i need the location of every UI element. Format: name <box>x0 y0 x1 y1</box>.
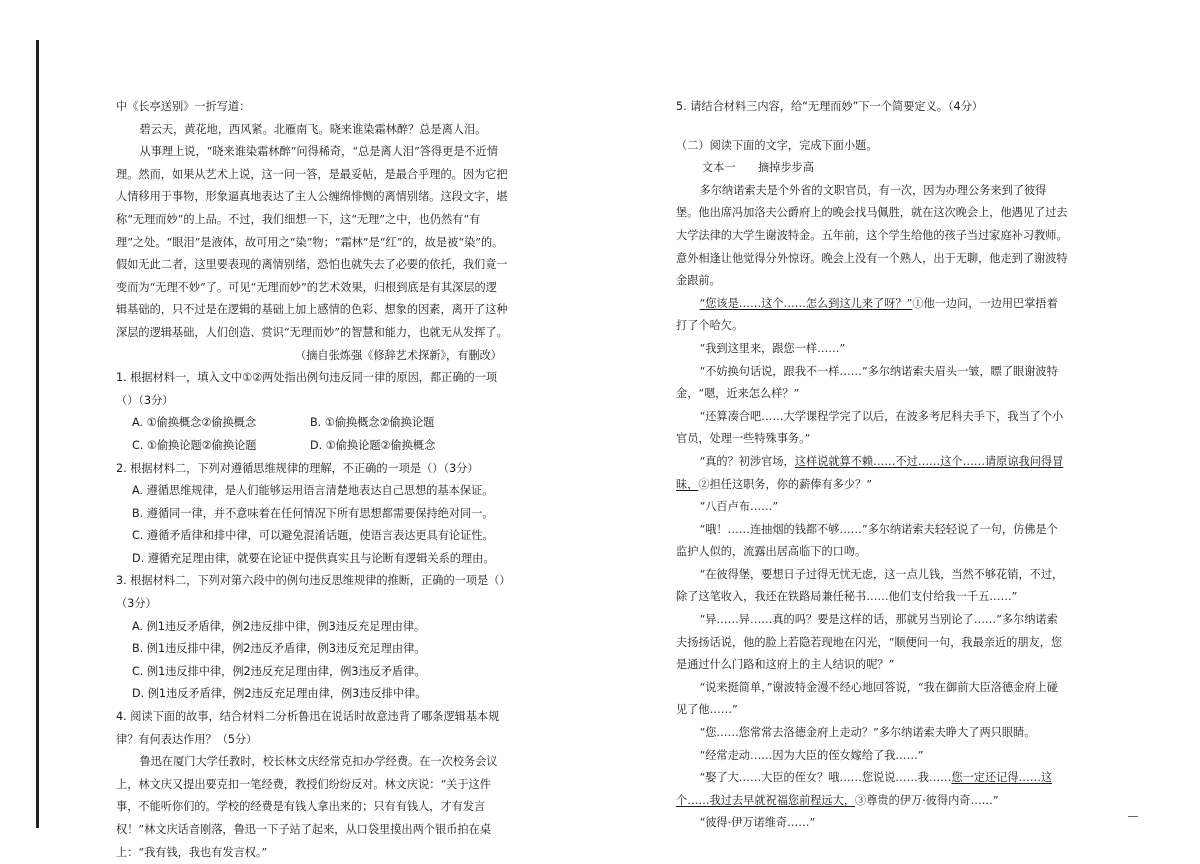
question-1-option-d[interactable]: D. ①偷换论题②偷换概念 <box>310 438 436 452</box>
dialogue-line: “还算凑合吧……大学课程学完了以后，在波多考尼科夫手下，我当了个小官员，处理一些特殊事务。” <box>676 409 1064 446</box>
text-one-title: 文本一 摘掉步步高 <box>702 161 814 175</box>
question-5-stem: 5. 请结合材料三内容，给“无理而妙”下一个简要定义。（4分） <box>676 100 984 113</box>
dialogue-line: “您……您常常去洛德金府上走动？”多尔纳诺索夫睁大了两只眼睛。 <box>699 726 1036 740</box>
question-1-options-row-1 <box>116 412 508 435</box>
dialogue-line: “娶了大……大臣的侄女？哦……您说说……我……您一定还记得……这个……我过去早就祝福您前程远大，③尊贵的伊万·彼得内奇……” <box>676 771 1053 807</box>
source-citation: （摘自张炼强《修辞艺术探新》，有删改） <box>295 348 502 362</box>
poem-line: 碧云天，黄花地，西风紧。北雁南飞。晓来谁染霜林醉？总是离人泪。 <box>139 122 487 136</box>
right-column <box>676 96 1068 835</box>
question-3-option-c[interactable]: C. 例1违反排中律，例2违反充足理由律，例3违反矛盾律。 <box>132 664 426 678</box>
section-heading: （二）阅读下面的文字，完成下面小题。 <box>676 138 878 152</box>
question-2-option-a[interactable]: A. 遵循思维规律，是人们能够运用语言清楚地表达自己思想的基本保证。 <box>132 484 494 498</box>
question-2-option-d[interactable]: D. 遵循充足理由律，就要在论证中提供真实且与论断有逻辑关系的理由。 <box>132 551 495 565</box>
story-paragraph-1: 多尔纳诺索夫是个外省的文职官员，有一次，因为办理公务来到了彼得堡。他出席冯加洛夫公爵府上的晚会找马佩胜，就在这次晚会上，他遇见了过去大学法律的大学生谢波特金。五年前，这个学生给他的孩子当过家庭补习教师。意外相逢让他觉得分外惊讶。晚会上没有一个熟人，出于无聊，他走到了谢波特金跟前。 <box>676 183 1068 288</box>
question-2-stem: 2. 根据材料二，下列对遵循思维规律的理解，不正确的一项是（）（3分） <box>116 461 479 475</box>
dialogue-line: “真的？初涉官场，这样说就算不赖……不过……这个……请原谅我问得冒昧，②担任这职务，你的薪俸有多少？” <box>676 454 1064 491</box>
dialogue-line: “彼得·伊万诺维奇……” <box>699 816 816 830</box>
question-4-stem: 4. 阅读下面的故事，结合材料二分析鲁迅在说话时故意违背了哪条逻辑基本规律？有何表达作用？（5分） <box>116 710 500 746</box>
question-3-option-a[interactable]: A. 例1违反矛盾律，例2违反排中律，例3违反充足理由律。 <box>132 619 426 633</box>
dialogue-line: “我到这里来，跟您一样……” <box>699 341 846 355</box>
question-1-option-a[interactable]: A. ①偷换概念②偷换概念 <box>132 416 257 430</box>
question-4-story: 鲁迅在厦门大学任教时，校长林文庆经常克扣办学经费。在一次校务会议上，林文庆又提出要克扣一笔经费，教授们纷纷反对。林文庆说：“关于这件事，不能听你们的。学校的经费是有钱人拿出来的；只有有钱人，才有发言权！”林文庆话音刚落，鲁迅一下子站了起来，从口袋里摸出两个银币拍在桌上：“我有钱，我也有发言权。” <box>116 755 498 859</box>
question-3-option-d[interactable]: D. 例1违反矛盾律，例2违反充足理由律，例3违反排中律。 <box>132 687 427 701</box>
dialogue-line: “经常走动……因为大臣的侄女嫁给了我……” <box>699 748 924 762</box>
question-3-stem: 3. 根据材料二，下列对第六段中的例句违反思维规律的推断，正确的一项是（）（3分） <box>116 574 506 611</box>
question-2-option-c[interactable]: C. 遵循矛盾律和排中律，可以避免混淆话题，使语言表达更具有论证性。 <box>132 529 494 543</box>
left-column <box>116 96 508 864</box>
question-3-option-b[interactable]: B. 例1违反排中律，例2违反矛盾律，例3违反充足理由律。 <box>132 642 426 656</box>
underlined-phrase: “您该是……这个……怎么到这儿来了呀？” <box>699 296 913 310</box>
dialogue-line: “不妨换句话说，跟我不一样……”多尔纳诺索夫眉头一皱，瞟了眼谢波特金，“嗯，近来怎么样？” <box>676 364 1058 401</box>
dialogue-line: “异……异……真的吗？要是这样的话，那就另当别论了……”多尔纳诺索夫扬扬话说，他的脸上若隐若现地在闪光，“顺便问一句，我最亲近的朋友，您是通过什么门路和这府上的主人结识的呢？” <box>676 613 1063 672</box>
underlined-phrase: 您一定还记得……这个……我过去早就祝福您前程远大， <box>676 771 1053 807</box>
intro-line: 中《长亭送别》一折写道： <box>116 100 251 113</box>
dialogue-line: “哦！……连抽烟的钱都不够……”多尔纳诺索夫轻轻说了一句，仿佛是个监护人似的，流露出居高临下的口吻。 <box>676 522 1058 559</box>
underlined-phrase: 这样说就算不赖……不过……这个……请原谅我问得冒昧， <box>676 454 1064 491</box>
dialogue-line: “八百卢布……” <box>699 500 779 514</box>
question-1-stem: 1. 根据材料一，填入文中①②两处指出例句违反同一律的原因，都正确的一项（）（3分） <box>116 371 498 407</box>
binding-margin-line <box>36 40 39 828</box>
question-1-option-b[interactable]: B. ①偷换概念②偷换论题 <box>310 416 435 430</box>
question-1-option-c[interactable]: C. ①偷换论题②偷换论题 <box>132 438 257 452</box>
question-2-option-b[interactable]: B. 遵循同一律，并不意味着在任何情况下所有思想都需要保持绝对同一。 <box>132 506 494 520</box>
dialogue-line: “您该是……这个……怎么到这儿来了呀？”①他一边问，一边用巴掌捂着打了个哈欠。 <box>676 296 1058 333</box>
dialogue-line: “说来挺简单，”谢波特金漫不经心地回答说，“我在御前大臣洛德金府上碰见了他……” <box>676 680 1058 717</box>
material-paragraph: 从事理上说，“晓来谁染霜林醉”问得稀奇，“总是离人泪”答得更是不近情理。然而，如果从艺术上说，这一问一答，是最妥帖，是最合乎理的。因为它把人情移用于事物，形象逼真地表达了主人公缠绵悱恻的离情别绪。这段文字，堪称“无理而妙”的上品。不过，我们细想一下，这“无理”之中，也仍然有“有理”之处。“眼泪”是液体，故可用之“染”物；“霜林”是“红”的，故是被“染”的。假如无此二者，这里要表现的离情别绪，恐怕也就失去了必要的依托，我们竟一变而为“无理不妙”了。可见“无理而妙”的艺术效果，归根到底是有其深层的逻辑基础的，只不过是在逻辑的基础上加上感情的色彩、想象的因素，离开了这种深层的逻辑基础，人们创造、赏识“无理而妙”的智慧和能力，也就无从发挥了。 <box>116 145 508 339</box>
dialogue-line: “在彼得堡，要想日子过得无忧无虑，这一点儿钱，当然不够花销，不过，除了这笔收入，我还在铁路局兼任秘书……他们支付给我一千五……” <box>676 567 1064 604</box>
corner-mark <box>1128 816 1138 817</box>
question-1-options-row-2 <box>116 435 508 458</box>
